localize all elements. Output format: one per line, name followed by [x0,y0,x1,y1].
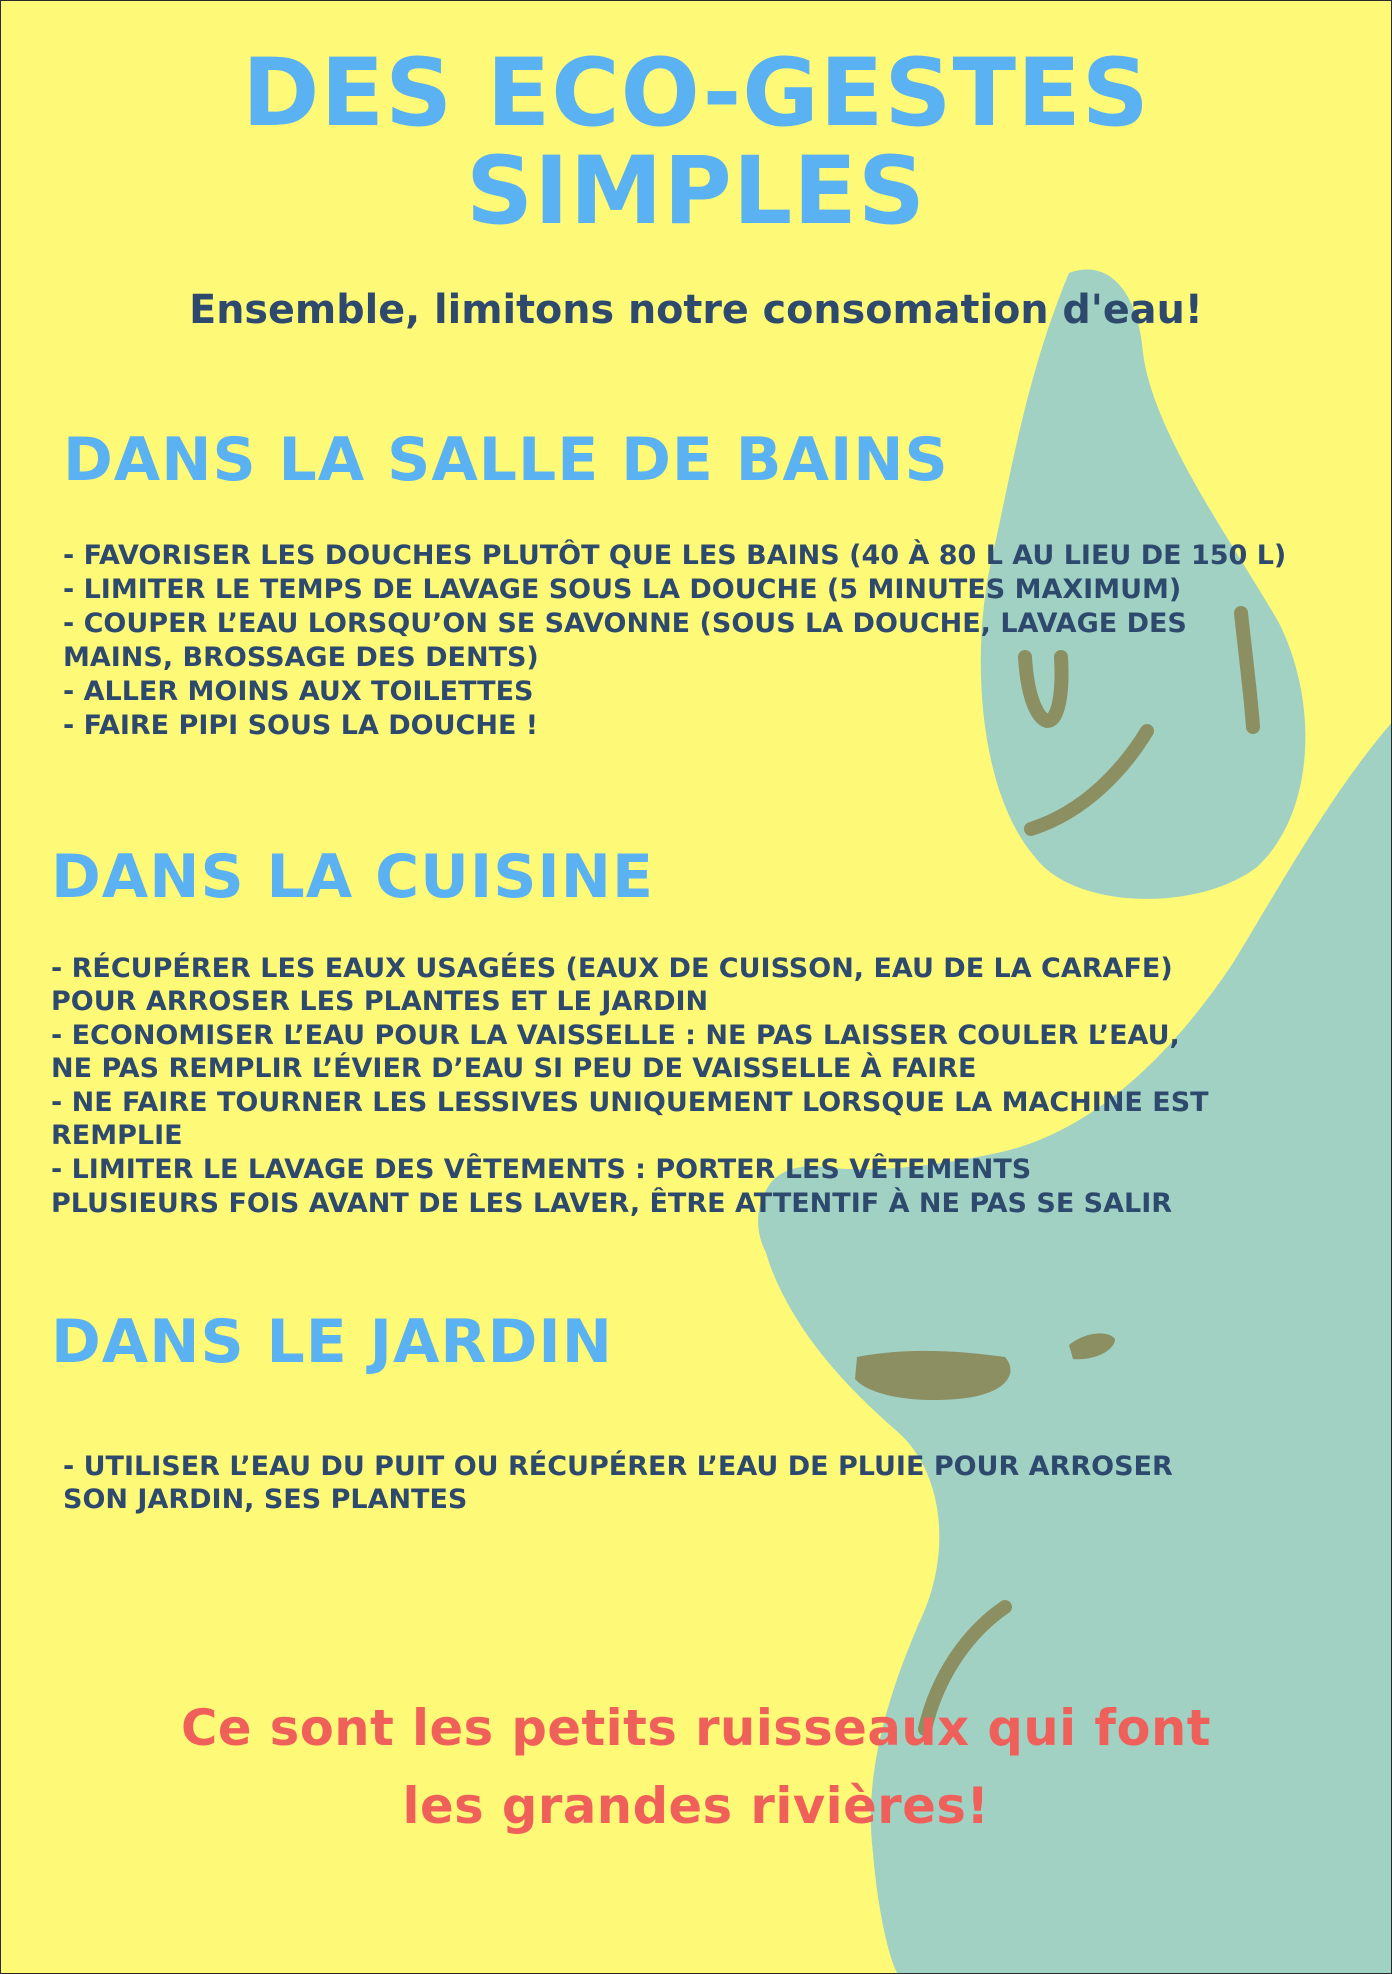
bathroom-tip-line: - LIMITER LE TEMPS DE LAVAGE SOUS LA DOUCHE (5 MINUTES MAXIMUM) [63,574,1182,605]
closing-quote-line-2: les grandes rivières! [402,1777,990,1835]
bathroom-tip-line: - FAVORISER LES DOUCHES PLUTÔT QUE LES BAINS (40 À 80 L AU LIEU DE 150 L) [63,540,1287,571]
kitchen-tip-line: NE PAS REMPLIR L’ÉVIER D’EAU SI PEU DE VAISSELLE À FAIRE [51,1053,977,1084]
kitchen-tip-line: REMPLIE [51,1120,183,1151]
section-heading-bathroom: DANS LA SALLE DE BAINS [63,425,949,495]
garden-tip-line: SON JARDIN, SES PLANTES [63,1484,468,1515]
closing-quote-line-1: Ce sont les petits ruisseaux qui font [180,1699,1211,1757]
garden-tip-line: - UTILISER L’EAU DU PUIT OU RÉCUPÉRER L’EAU DE PLUIE POUR ARROSER [63,1451,1173,1482]
bathroom-tip-line: MAINS, BROSSAGE DES DENTS) [63,642,539,673]
page-title-line-1: DES ECO-GESTES [242,39,1150,148]
section-heading-kitchen: DANS LA CUISINE [51,842,654,912]
bathroom-tip-line: - COUPER L’EAU LORSQU’ON SE SAVONNE (SOUS LA DOUCHE, LAVAGE DES [63,608,1187,639]
page-title-line-2: SIMPLES [466,137,926,246]
kitchen-tip-line: - ECONOMISER L’EAU POUR LA VAISSELLE : NE PAS LAISSER COULER L’EAU, [51,1020,1180,1051]
poster [1,1,1391,1973]
section-heading-garden: DANS LE JARDIN [51,1307,613,1377]
kitchen-tip-line: PLUSIEURS FOIS AVANT DE LES LAVER, ÊTRE ATTENTIF À NE PAS SE SALIR [51,1188,1173,1219]
kitchen-tip-line: - LIMITER LE LAVAGE DES VÊTEMENTS : PORTER LES VÊTEMENTS [51,1154,1032,1185]
kitchen-tip-line: POUR ARROSER LES PLANTES ET LE JARDIN [51,986,709,1017]
kitchen-tip-line: - NE FAIRE TOURNER LES LESSIVES UNIQUEMENT LORSQUE LA MACHINE EST [51,1087,1209,1118]
page-subtitle: Ensemble, limitons notre consomation d'eau! [189,287,1203,333]
bathroom-tip-line: - ALLER MOINS AUX TOILETTES [63,676,534,707]
kitchen-tip-line: - RÉCUPÉRER LES EAUX USAGÉES (EAUX DE CUISSON, EAU DE LA CARAFE) [51,953,1173,984]
bathroom-tip-line: - FAIRE PIPI SOUS LA DOUCHE ! [63,710,539,741]
